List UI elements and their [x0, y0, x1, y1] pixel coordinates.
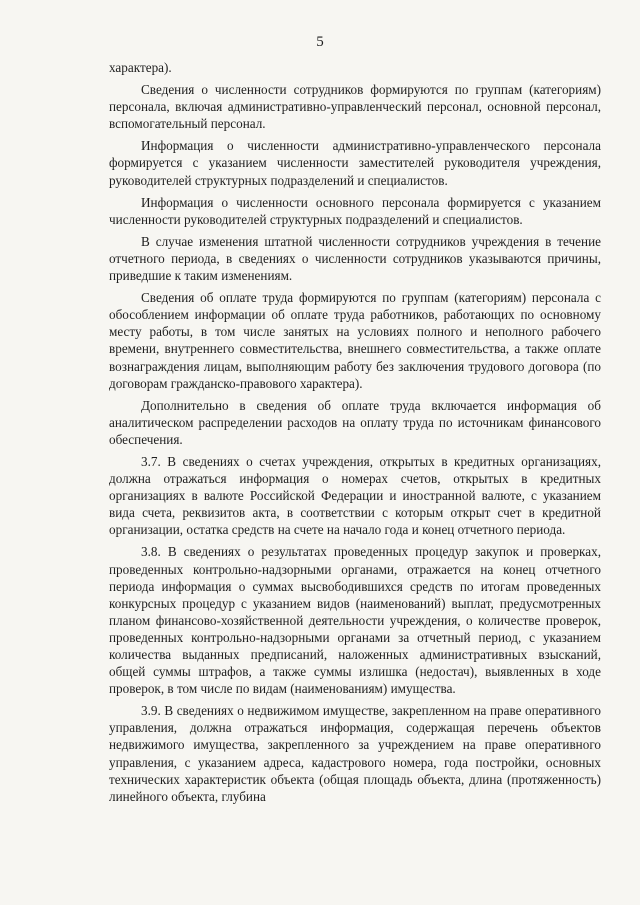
paragraph-staff-changes: В случае изменения штатной численности сотрудников учреждения в течение отчетного периода, в сведениях о численности сотрудников указываются причины, приведшие к таким изменениям.: [109, 233, 601, 284]
paragraph-admin-staff: Информация о численности административно-управленческого персонала формируется с указанием численности заместителей руководителя учреждения, руководителей структурных подразделений и специалистов.: [109, 138, 601, 188]
paragraph-section-3-8: 3.8. В сведениях о результатах проведенных процедур закупок и проверках, проведенных контрольно-надзорными органами, отражается на конец отчетного периода информация о суммах высвободившихся средств по итогам проведенных конкурсных процедур с указанием видов (наименований) выплат, предусмотренных планом финансово-хозяйственной деятельности учреждения, о количестве проверок, проведенных контрольно-надзорными органами за отчетный период, с указанием количества выданных предписаний, наложенных административных взысканий, общей суммы штрафов, а также суммы излишка (недостач), выявленных в ходе проверок, в том числе по видам (наименованиям) имущества.: [109, 544, 601, 697]
paragraph-core-staff: Информация о численности основного персонала формируется с указанием численности руководителей структурных подразделений и специалистов.: [109, 194, 601, 227]
paragraph-continuation: характера).: [109, 60, 172, 75]
paragraph-section-3-7: 3.7. В сведениях о счетах учреждения, открытых в кредитных организациях, должна отражаться информация о номерах счетов, открытых в кредитных организациях в валюте Российской Федерации и иностранной валюте, с указанием вида счета, реквизитов акта, в соответствии с которым открыт счет в кредитной организации, остатка средств на счете на начало года и конец отчетного периода.: [109, 453, 601, 538]
paragraph-wages: Сведения об оплате труда формируются по группам (категориям) персонала с обособлением информации об оплате труда работников, работающих по основному месту работы, в том числе занятых на условиях полного и неполного рабочего времени, внутреннего совместительства, внешнего совместительства, а также оплате вознаграждения лицам, выполняющим работу без заключения трудового договора (по договорам гражданско-правового характера).: [109, 290, 601, 391]
paragraph-section-3-9: 3.9. В сведениях о недвижимом имуществе, закрепленном на праве оперативного управления, должна отражаться информация, содержащая перечень объектов недвижимого имущества, закрепленного за учреждением на праве оперативного управления, с указанием адреса, кадастрового номера, года постройки, основных технических характеристик объекта (общая площадь объекта, длина (протяженность) линейного объекта, глубина: [109, 703, 601, 804]
document-body: [109, 59, 601, 810]
page-number: 5: [316, 34, 324, 50]
paragraph-staff-groups: Сведения о численности сотрудников формируются по группам (категориям) персонала, включая административно-управленческий персонал, основной персонал, вспомогательный персонал.: [109, 82, 601, 132]
paragraph-wages-sources: Дополнительно в сведения об оплате труда включается информация об аналитическом распределении расходов на оплату труда по источникам финансового обеспечения.: [109, 397, 601, 447]
